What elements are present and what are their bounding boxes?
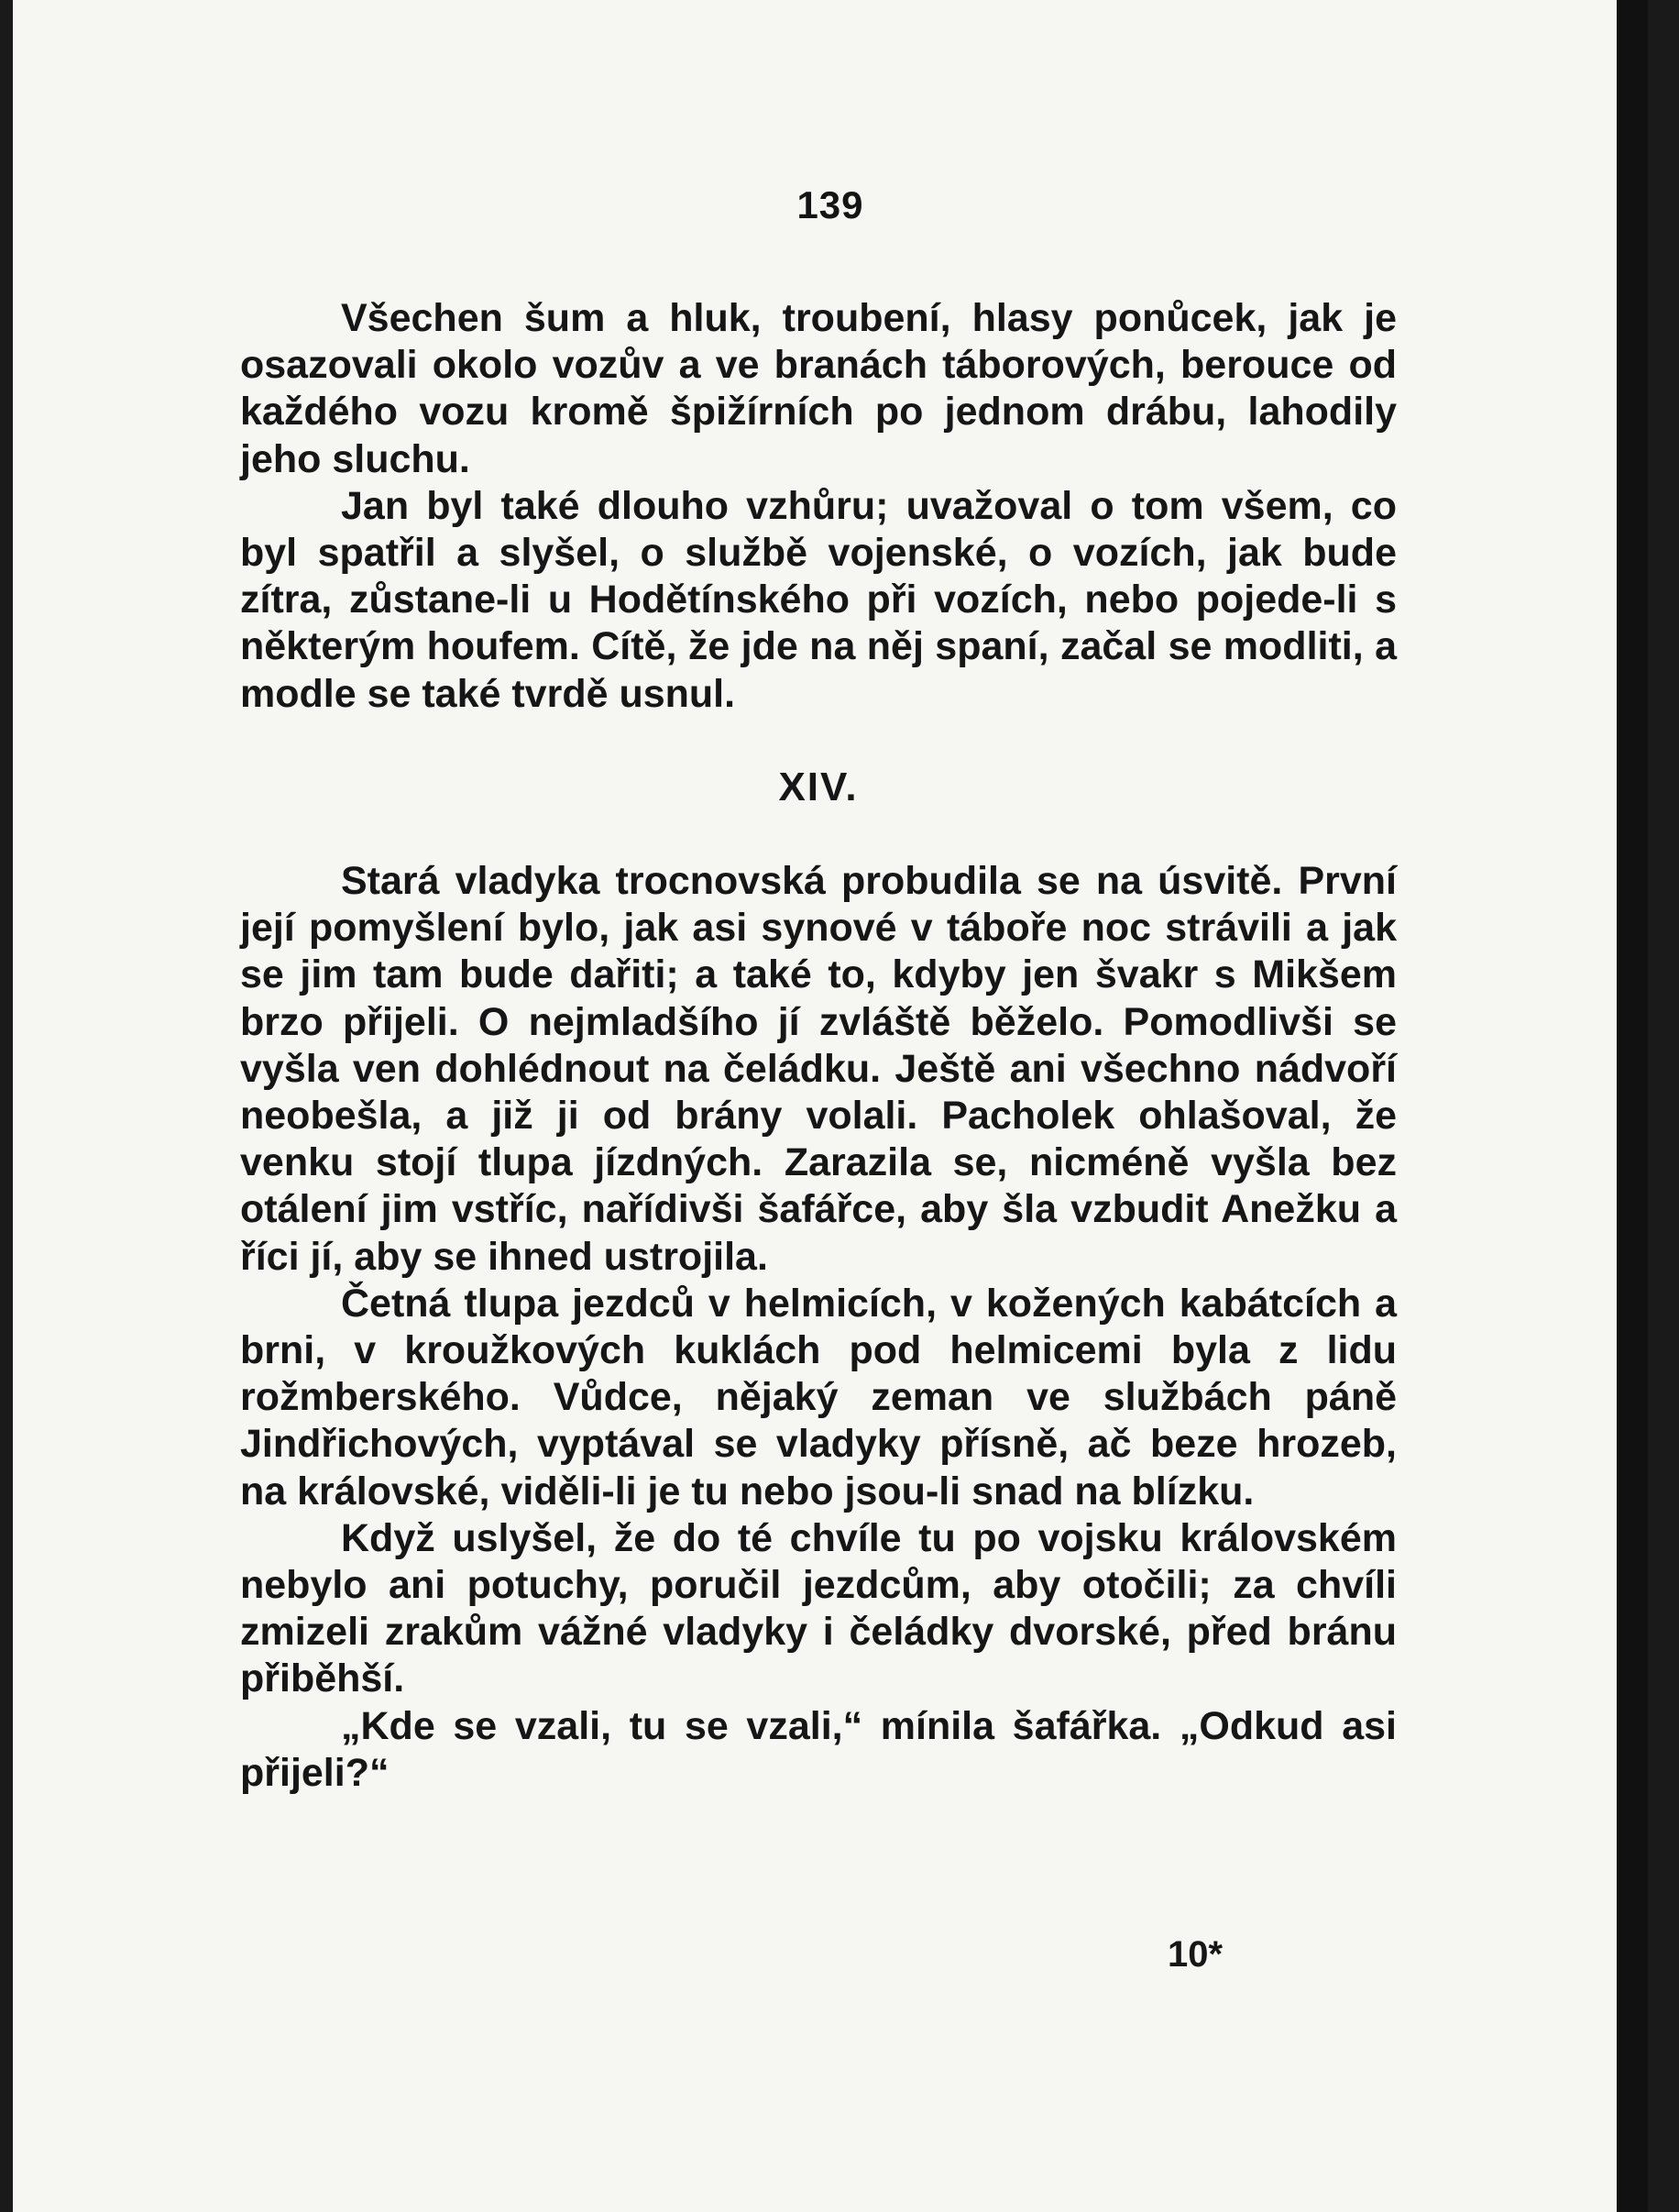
book-page — [13, 0, 1648, 2212]
scan-left-edge — [0, 0, 13, 2212]
paragraph: Všechen šum a hluk, troubení, hlasy ponůcek, jak je osazovali okolo vozův a ve branách táborových, berouce od každého vozu kromě špižírních po jednom drábu, lahodily jeho sluchu. — [240, 296, 1397, 481]
signature-mark: 10* — [1168, 1934, 1224, 1975]
page-text — [240, 295, 1397, 1797]
page-number: 139 — [796, 183, 864, 226]
paragraph: Četná tlupa jezdců v helmicích, v kožených kabátcích a brni, v kroužkových kuklách pod helmicemi byla z lidu rožmberského. Vůdce, nějaký zeman ve službách páně Jindřichových, vyptával se vladyky přísně, ač beze hrozeb, na královské, viděli-li je tu nebo jsou-li snad na blízku. — [240, 1281, 1397, 1513]
paragraph: Jan byl také dlouho vzhůru; uvažoval o tom všem, co byl spatřil a slyšel, o službě vojenské, o vozích, jak bude zítra, zůstane-li u Hodětínského při vozích, nebo pojede-li s některým houfem. Cítě, že jde na něj spaní, začal se modliti, a modle se také tvrdě usnul. — [240, 483, 1397, 716]
paragraph: „Kde se vzali, tu se vzali,“ mínila šafářka. „Odkud asi přijeli?“ — [240, 1703, 1397, 1795]
chapter-heading: XIV. — [778, 764, 859, 809]
scan-right-edge — [1617, 0, 1648, 2212]
paragraph: Stará vladyka trocnovská probudila se na úsvitě. První její pomyšlení bylo, jak asi synové v táboře noc strávili a jak se jim tam bude dařiti; a také to, kdyby jen švakr s Mikšem brzo přijeli. O nejmladšího jí zvláště běželo. Pomodlivši se vyšla ven dohlédnout na čeládku. Ještě ani všechno nádvoří neobešla, a již ji od brány volali. Pacholek ohlašoval, že venku stojí tlupa jízdných. Zarazila se, nicméně vyšla bez otálení jim vstříc, nařídivši šafářce, aby šla vzbudit Anežku a říci jí, aby se ihned ustrojila. — [240, 859, 1397, 1279]
paragraph: Když uslyšel, že do té chvíle tu po vojsku královském nebylo ani potuchy, poručil jezdcům, aby otočili; za chvíli zmizeli zrakům vážné vladyky i čeládky dvorské, před bránu přiběhší. — [240, 1515, 1397, 1701]
